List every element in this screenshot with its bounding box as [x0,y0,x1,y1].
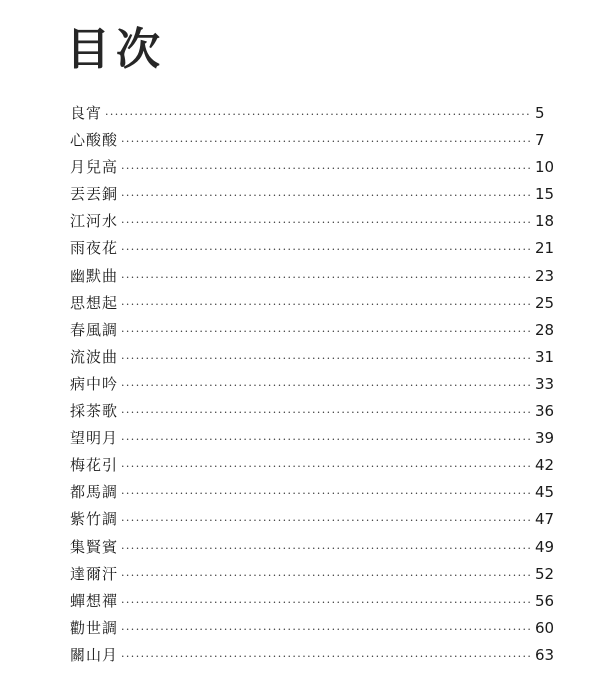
toc-entry[interactable] [70,561,563,588]
page-title: 目次 [66,24,166,75]
toc-entry-page: 7 [535,131,545,150]
toc-entry-title: 蟬想禪 [70,591,119,610]
toc-entry-title: 良宵 [70,104,103,122]
dot-leader [105,101,532,128]
toc-entry-title: 都馬調 [70,483,119,502]
toc-entry-title: 思想起 [70,293,119,312]
toc-entry-page: 10 [535,158,555,177]
dot-leader [121,453,532,480]
toc-entry-title: 流波曲 [70,347,119,366]
toc-entry-page: 56 [535,591,555,610]
dot-leader [121,399,532,426]
dot-leader [121,182,532,209]
toc-entry-page: 15 [535,185,555,204]
toc-entry-page: 18 [535,212,555,231]
toc-entry[interactable] [70,588,563,615]
toc-entry-title: 雨夜花 [70,239,119,258]
dot-leader [121,562,532,589]
dot-leader [121,128,532,155]
toc-entry[interactable] [70,615,563,642]
toc-entry[interactable] [70,100,563,127]
dot-leader [121,616,532,643]
toc-entry-page: 25 [535,293,555,312]
toc-entry-page: 33 [535,374,555,393]
toc-entry[interactable] [70,506,563,533]
dot-leader [121,507,532,534]
dot-leader [121,345,532,372]
toc-entry-title: 勸世調 [70,618,119,637]
toc-entry-title: 紫竹調 [70,510,119,529]
dot-leader [121,480,532,507]
toc-entry-page: 52 [535,564,555,583]
toc-entry-title: 江河水 [70,212,119,231]
toc-entry-page: 60 [535,618,555,637]
toc-entry-page: 28 [535,320,555,339]
toc-entry[interactable] [70,235,563,262]
toc-entry-title: 集賢賓 [70,537,119,556]
toc-entry-page: 45 [535,483,555,502]
toc-entry-page: 49 [535,537,555,556]
dot-leader [121,535,532,562]
toc-entry-page: 36 [535,402,555,421]
toc-entry[interactable] [70,344,563,371]
dot-leader [121,264,532,291]
toc-entry-page: 31 [535,347,555,366]
toc-entry[interactable] [70,181,563,208]
toc-entry[interactable] [70,398,563,425]
toc-entry-title: 病中吟 [70,374,119,393]
toc-entry-title: 採茶歌 [70,402,119,421]
dot-leader [121,291,532,318]
toc-entry-title: 丟丟銅 [70,185,119,204]
toc-entry[interactable] [70,425,563,452]
dot-leader [121,236,532,263]
toc-entry-page: 23 [535,266,555,285]
toc-entry-title: 望明月 [70,429,119,448]
dot-leader [121,209,532,236]
toc-entry-title: 梅花引 [70,456,119,475]
toc-entry-page: 63 [535,645,555,664]
toc-entry-page: 5 [535,104,545,122]
toc-entry[interactable] [70,154,563,181]
toc-entry-page: 21 [535,239,555,258]
toc-entry[interactable] [70,479,563,506]
toc-entry-page: 39 [535,429,555,448]
table-of-contents [70,100,563,669]
toc-entry[interactable] [70,263,563,290]
toc-entry[interactable] [70,317,563,344]
toc-entry[interactable] [70,371,563,398]
toc-entry[interactable] [70,534,563,561]
toc-entry[interactable] [70,127,563,154]
toc-entry-title: 幽默曲 [70,266,119,285]
dot-leader [121,155,532,182]
toc-entry-page: 42 [535,456,555,475]
toc-entry-title: 月兒高 [70,158,119,177]
toc-entry-title: 關山月 [70,645,119,664]
toc-entry-title: 達爾汗 [70,564,119,583]
toc-entry[interactable] [70,208,563,235]
toc-entry-title: 春風調 [70,320,119,339]
toc-entry-page: 47 [535,510,555,529]
toc-entry[interactable] [70,452,563,479]
toc-entry[interactable] [70,642,563,669]
toc-entry[interactable] [70,290,563,317]
dot-leader [121,372,532,399]
dot-leader [121,426,532,453]
dot-leader [121,589,532,616]
toc-entry-title: 心酸酸 [70,131,119,150]
dot-leader [121,318,532,345]
dot-leader [121,643,532,670]
